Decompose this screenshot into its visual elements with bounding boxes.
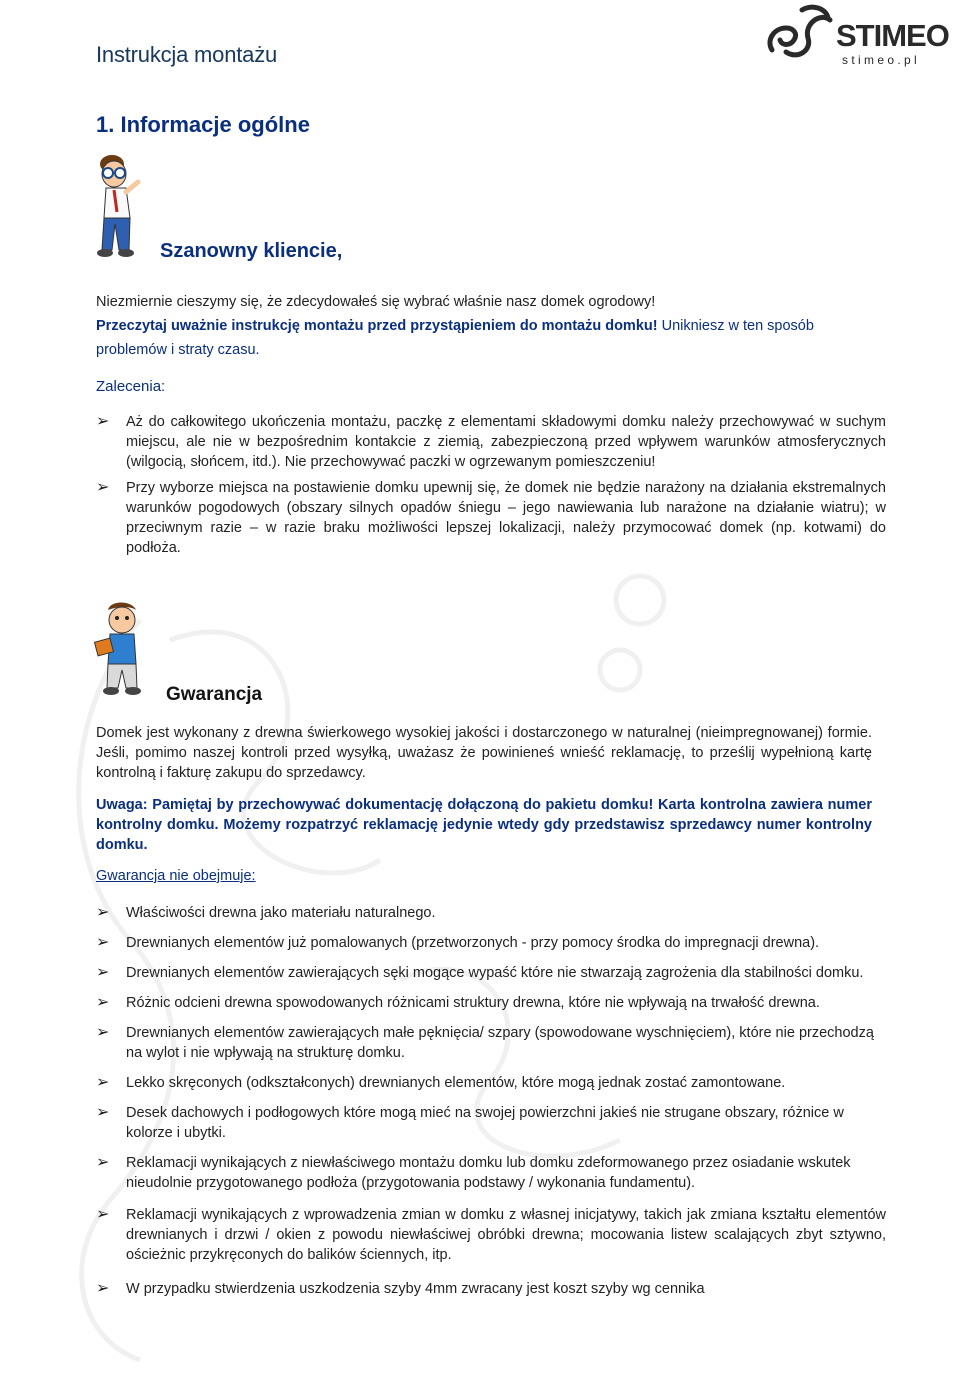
list-item-text: Reklamacji wynikających z niewłaściwego montażu domku lub domku zdeformowanego przez osiadanie wskutek nieudolnie przygotowanego podłoża (przygotowania podstawy / wykonania fundamentu). [126, 1155, 851, 1191]
recommendations-list [96, 412, 886, 558]
arrowhead-bullet-icon: ➢ [96, 964, 110, 981]
list-item [96, 1153, 886, 1193]
list-item [96, 1205, 886, 1265]
warranty-heading: Gwarancja [166, 684, 263, 705]
arrowhead-bullet-icon: ➢ [96, 479, 110, 496]
list-item-text: Aż do całkowitego ukończenia montażu, paczkę z elementami składowymi domku należy przechowywać w suchym miejscu, ale nie w bezpośrednim kontakcie z ziemią, zabezpieczoną przed wpływem warunków atmosferycznych (wilgocią, słońcem, itd.). Nie przechowywać paczki w ogrzewanym pomieszczeniu! [126, 414, 886, 470]
arrowhead-bullet-icon: ➢ [96, 1074, 110, 1091]
list-item-text: Drewnianych elementów zawierających sęki mogące wypaść które nie stwarzają zagrożenia dla stabilności domku. [126, 965, 864, 981]
arrowhead-bullet-icon: ➢ [96, 1206, 110, 1223]
arrowhead-bullet-icon: ➢ [96, 1280, 110, 1297]
list-item [96, 412, 886, 472]
arrowhead-bullet-icon: ➢ [96, 1154, 110, 1171]
stimeo-logo [764, 4, 960, 68]
list-item [96, 963, 886, 983]
intro-paragraph [96, 290, 886, 362]
intro-instructions [96, 314, 886, 362]
list-item [96, 933, 886, 953]
exclusions-heading: Gwarancja nie obejmuje: [96, 868, 256, 884]
list-item-text: Właściwości drewna jako materiału naturalnego. [126, 905, 436, 921]
intro-line: Niezmiernie cieszymy się, że zdecydowałeś się wybrać właśnie nasz domek ogrodowy! [96, 294, 656, 310]
list-item [96, 993, 886, 1013]
list-item-text: Przy wyborze miejsca na postawienie domku upewnij się, że domek nie będzie narażony na działania ekstremalnych warunków pogodowych (obszary silnych opadów śniegu – jego nawiewania lub narażone na działanie wiatru); w przeciwnym razie – w razie braku możliwości lepszej lokalizacji, należy przymocować domek (np. kotwami) do podłoża. [126, 480, 886, 556]
list-item-text: Desek dachowych i podłogowych które mogą mieć na swojej powierzchni jakieś nie strugane obszary, różnice w kolorze i ubytki. [126, 1105, 844, 1141]
list-item [96, 1279, 886, 1299]
list-item-text: Reklamacji wynikających z wprowadzenia zmian w domku z własnej inicjatywy, takich jak zmiana kształtu elementów drewnianych i drzwi / okien z powodu niewłaściwej obróbki drewna; mocowania listew scalających zbyt sztywno, ościeżnic przykręconych do balików ściennych, itp. [126, 1207, 886, 1263]
intro-rest-text: Unikniesz w ten sposób problemów i straty czasu. [96, 318, 814, 358]
section-number: 1. [96, 112, 115, 137]
document-header-title: Instrukcja montażu [96, 42, 278, 67]
arrowhead-bullet-icon: ➢ [96, 1024, 110, 1041]
arrowhead-bullet-icon: ➢ [96, 994, 110, 1011]
list-item [96, 903, 886, 923]
arrowhead-bullet-icon: ➢ [96, 1104, 110, 1121]
list-item-text: W przypadku stwierdzenia uszkodzenia szyby 4mm zwracany jest koszt szyby wg cennika [126, 1281, 705, 1297]
list-item-text: Drewnianych elementów już pomalowanych (przetworzonych - przy pomocy środka do impregnacji drewna). [126, 935, 820, 951]
logo-text: STIMEO [836, 18, 949, 53]
arrowhead-bullet-icon: ➢ [96, 413, 110, 430]
cartoon-boy-glasses-icon [92, 152, 148, 258]
section-title-text: Informacje ogólne [120, 112, 310, 137]
exclusions-list [96, 903, 886, 1299]
arrowhead-bullet-icon: ➢ [96, 934, 110, 951]
warranty-paragraph: Domek jest wykonany z drewna świerkowego wysokiej jakości i dostarczonego w naturalnej (nieimpregnowanej) formie. Jeśli, pomimo naszej kontroli przed wysyłką, uważasz że powinieneś wnieść reklamację, to prześlij wypełnioną kartę kontrolną i fakturę zakupu do sprzedawcy. [96, 725, 872, 781]
list-item [96, 1023, 886, 1063]
intro-bold-text: Przeczytaj uważnie instrukcję montażu przed przystąpieniem do montażu domku! [96, 318, 658, 334]
arrowhead-bullet-icon: ➢ [96, 904, 110, 921]
recommendations-heading: Zalecenia: [96, 378, 166, 395]
warranty-warning: Uwaga: Pamiętaj by przechowywać dokumentację dołączoną do pakietu domku! Karta kontrolna zawiera numer kontrolny domku. Możemy rozpatrzyć reklamację jedynie wtedy gdy przedstawisz sprzedawcy numer kontrolny domku. [96, 797, 872, 853]
list-item [96, 1103, 886, 1143]
list-item-text: Lekko skręconych (odkształconych) drewnianych elementów, które mogą jednak zostać zamontowane. [126, 1075, 786, 1091]
logo-subtext: s t i m e o . p l [842, 53, 917, 67]
list-item [96, 1073, 886, 1093]
list-item [96, 478, 886, 558]
cartoon-boy-book-icon [92, 600, 154, 696]
list-item-text: Różnic odcieni drewna spowodowanych różnicami struktury drewna, które nie wpływają na trwałość drewna. [126, 995, 820, 1011]
list-item-text: Drewnianych elementów zawierających małe pęknięcia/ szpary (spowodowane wyschnięciem), które nie przechodzą na wylot i nie wpływają na strukturę domku. [126, 1025, 874, 1061]
section-heading [96, 112, 310, 138]
greeting-heading: Szanowny kliencie, [160, 240, 343, 262]
